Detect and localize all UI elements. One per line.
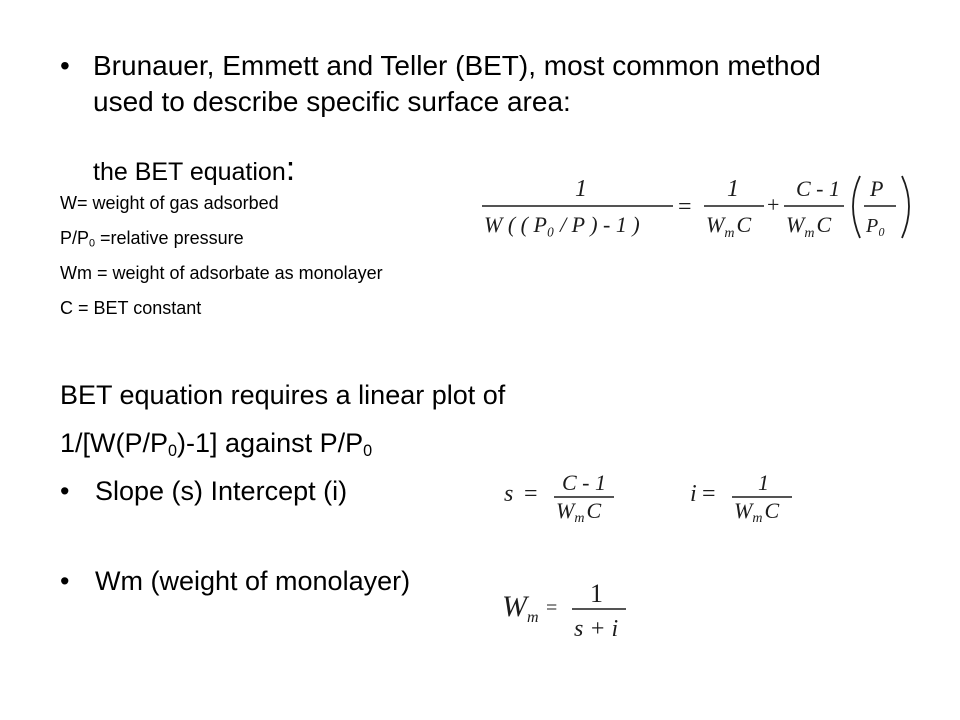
right-paren [902, 176, 909, 238]
slope-numerator: C - 1 [562, 470, 606, 495]
bet-plus: + [767, 192, 780, 217]
slope-equation [502, 470, 632, 522]
intercept-numerator: 1 [758, 470, 769, 495]
req-sub-1: 0 [168, 442, 178, 461]
wm-w: W [502, 590, 527, 623]
intercept-lhs: i [690, 481, 697, 507]
bet-term2-numerator: C - 1 [796, 176, 840, 201]
wm-lhs [502, 590, 539, 626]
requirement-line-1: BET equation requires a linear plot of [60, 380, 506, 410]
bet-lhs-denominator: W ( ( P₀ / P ) - 1 ) [484, 212, 640, 237]
left-paren [853, 176, 860, 238]
def-p-suffix: =relative pressure [95, 228, 244, 248]
wm-subscript: m [574, 511, 585, 522]
req-part-a: 1/[W(P/P [60, 428, 169, 458]
wm-w: W [786, 212, 805, 237]
wm-denominator: s + i [574, 616, 619, 640]
bet-label-colon: : [285, 150, 296, 188]
wm-subscript: m [804, 226, 815, 241]
bet-equation [478, 168, 918, 246]
bet-lhs-numerator: 1 [575, 176, 587, 202]
definition-wm: Wm = weight of adsorbate as monolayer [60, 263, 383, 283]
wm-w: W [734, 498, 753, 522]
bullet-marker: • [60, 566, 70, 596]
intercept-equals: = [702, 481, 716, 507]
c-symbol: C [586, 498, 602, 522]
wm-subscript: m [724, 226, 735, 241]
requirement-line-2 [60, 428, 372, 459]
bet-equals: = [678, 194, 692, 220]
intercept-equation [686, 470, 801, 522]
bullet-marker: • [60, 50, 70, 81]
slope-denominator [556, 498, 601, 522]
def-p-prefix: P/P [60, 228, 90, 248]
slope-intercept-bullet [60, 476, 348, 507]
req-part-b: )-1] against P/P [177, 428, 364, 458]
c-symbol: C [816, 212, 832, 237]
bullet-marker: • [60, 476, 70, 506]
slope-intercept-text: Slope (s) Intercept (i) [95, 476, 348, 506]
c-symbol: C [736, 212, 752, 237]
wm-subscript: m [527, 609, 539, 626]
intro-text: Brunauer, Emmett and Teller (BET), most common method used to describe specific surface area: [93, 50, 821, 117]
definition-w: W= weight of gas adsorbed [60, 193, 279, 213]
definition-relative-pressure [60, 228, 244, 249]
intercept-denominator [734, 498, 779, 522]
slope-equals: = [524, 481, 538, 507]
bet-p-numerator: P [870, 176, 884, 201]
wm-equals: = [546, 597, 558, 619]
wm-numerator: 1 [590, 579, 603, 608]
slope-lhs: s [504, 481, 514, 507]
wm-bullet-text: Wm (weight of monolayer) [95, 566, 411, 596]
bet-term1-numerator: 1 [727, 176, 739, 202]
wm-subscript: m [752, 511, 763, 522]
wm-bullet [60, 566, 411, 597]
bet-label-text: the BET equation [93, 158, 286, 186]
def-p-sub: 0 [89, 237, 96, 250]
bet-term2-denominator [786, 212, 831, 241]
definition-c: C = BET constant [60, 298, 202, 318]
wm-equation [500, 576, 635, 640]
bet-equation-label [93, 150, 295, 189]
wm-w: W [556, 498, 575, 522]
wm-w: W [706, 212, 725, 237]
bet-p-denominator: P₀ [866, 215, 886, 237]
c-symbol: C [764, 498, 780, 522]
req-sub-2: 0 [363, 442, 373, 461]
bet-term1-denominator [706, 212, 751, 241]
